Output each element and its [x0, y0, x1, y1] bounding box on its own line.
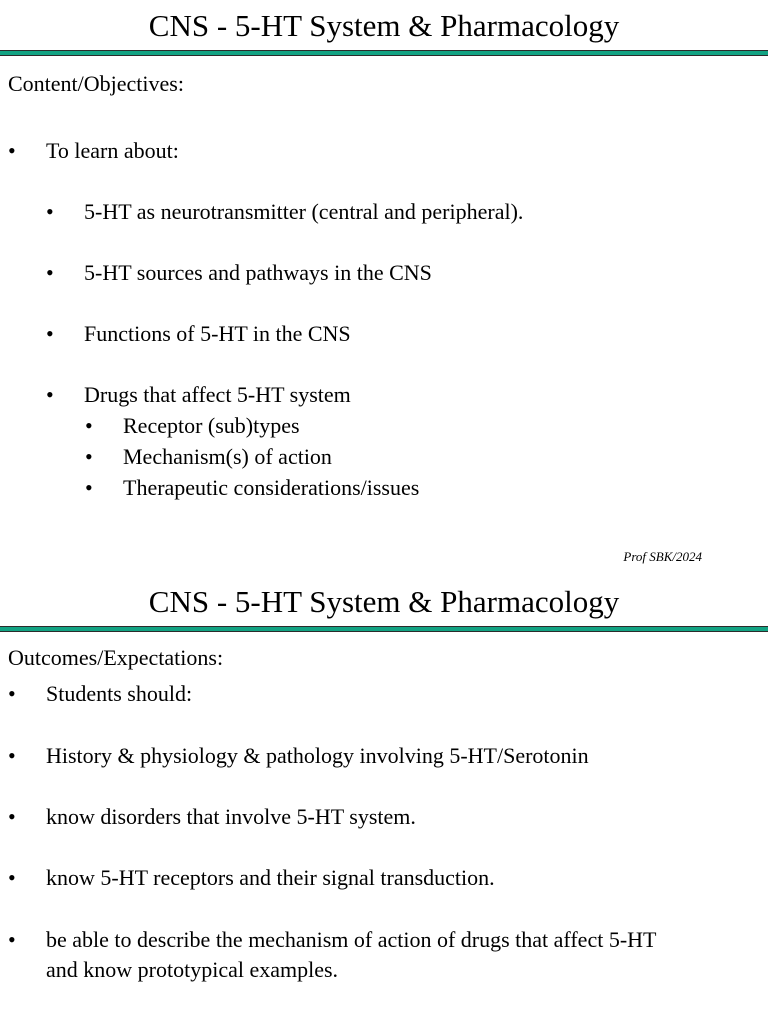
- bullet-marker: •: [8, 681, 16, 706]
- list-item-text: and know prototypical examples.: [46, 957, 339, 982]
- list-item-text: To learn about:: [46, 138, 179, 163]
- list-item-text: know 5-HT receptors and their signal transduction.: [46, 865, 495, 890]
- bullet-marker: •: [8, 743, 16, 768]
- bullet-marker: •: [46, 199, 54, 224]
- list-item-text: Students should:: [46, 681, 193, 706]
- bullet-marker: •: [8, 927, 16, 952]
- bullet-marker: •: [85, 444, 93, 469]
- list-item-text: Therapeutic considerations/issues: [123, 475, 420, 500]
- list-item-text: 5-HT as neurotransmitter (central and peripheral).: [84, 199, 524, 224]
- bullet-marker: •: [8, 138, 16, 163]
- section-heading: Outcomes/Expectations:: [8, 645, 224, 670]
- list-item-text: 5-HT sources and pathways in the CNS: [84, 260, 432, 285]
- title-divider: [0, 626, 768, 632]
- list-item-text: History & physiology & pathology involving 5-HT/Serotonin: [46, 743, 589, 768]
- list-item-text: be able to describe the mechanism of action of drugs that affect 5-HT: [46, 927, 657, 952]
- list-item-text: know disorders that involve 5-HT system.: [46, 804, 416, 829]
- list-item-text: Mechanism(s) of action: [123, 444, 332, 469]
- bullet-marker: •: [8, 865, 16, 890]
- list-item-text: Receptor (sub)types: [123, 413, 300, 438]
- list-item-text: Drugs that affect 5-HT system: [84, 382, 351, 407]
- bullet-marker: •: [46, 260, 54, 285]
- author-credit: Prof SBK/2024: [623, 549, 702, 564]
- bullet-marker: •: [85, 475, 93, 500]
- bullet-marker: •: [85, 413, 93, 438]
- list-item-text: Functions of 5-HT in the CNS: [84, 321, 351, 346]
- slide-title: CNS - 5-HT System & Pharmacology: [148, 8, 620, 43]
- bullet-marker: •: [46, 321, 54, 346]
- section-heading: Content/Objectives:: [8, 71, 184, 96]
- title-divider: [0, 50, 768, 56]
- bullet-marker: •: [46, 382, 54, 407]
- slide-title: CNS - 5-HT System & Pharmacology: [148, 584, 620, 619]
- bullet-marker: •: [8, 804, 16, 829]
- slide-outcomes-expectations: [0, 578, 768, 1024]
